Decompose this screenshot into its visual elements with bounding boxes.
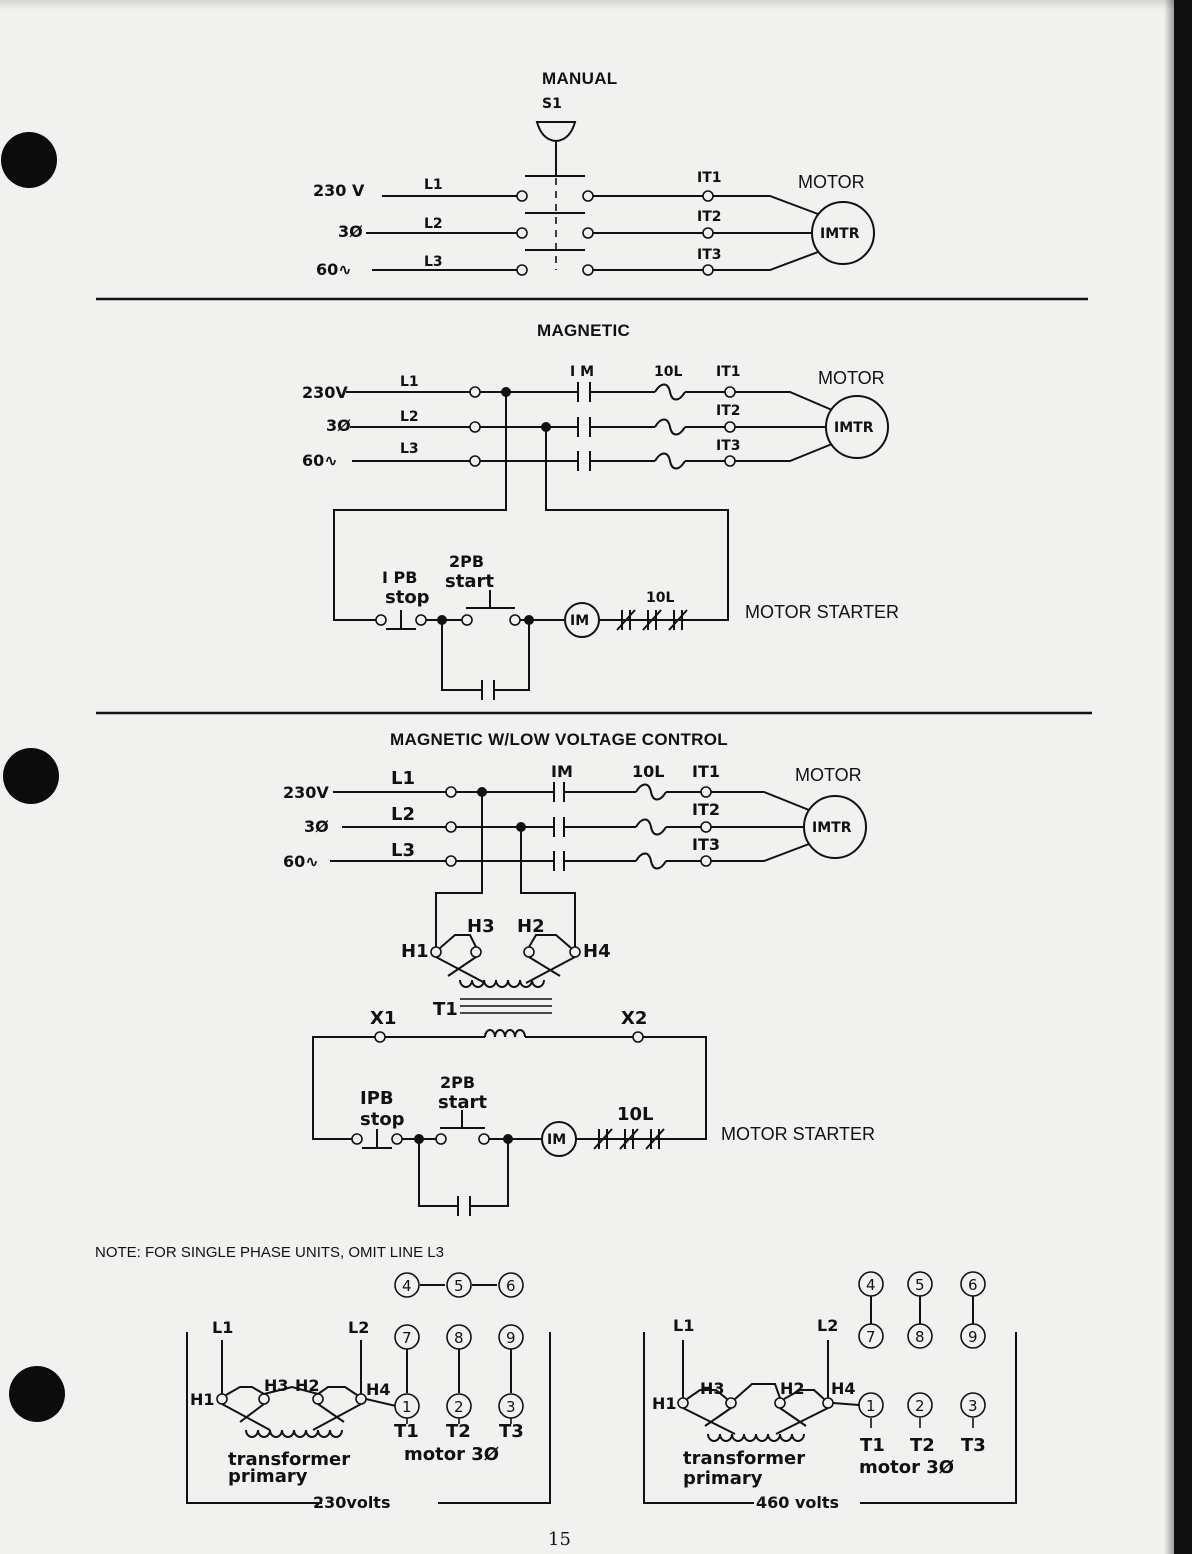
w460-lead-4: 4	[866, 1276, 876, 1294]
w460-motor-lead-t1: T1	[860, 1435, 885, 1456]
lv-terminal-2	[446, 822, 456, 832]
magnetic-stop-terminal-a	[376, 615, 386, 625]
w460-lead-3: 3	[968, 1397, 978, 1415]
low-voltage-heading: MAGNETIC W/LOW VOLTAGE CONTROL	[390, 730, 728, 749]
w230-lead-3: 3	[506, 1398, 516, 1416]
magnetic-supply-frequency: 60∿	[302, 451, 338, 470]
lv-supply-frequency: 60∿	[283, 852, 319, 871]
w460-motor-lead-t2: T2	[910, 1435, 935, 1456]
magnetic-main-contacts	[578, 382, 590, 471]
lv-label-h1: H1	[401, 941, 429, 962]
w230-label-h3: H3	[264, 1376, 289, 1395]
magnetic-start-terminal-a	[462, 615, 472, 625]
w230-transformer-text-2: primary	[228, 1466, 308, 1487]
magnetic-starter-label: MOTOR STARTER	[745, 602, 900, 622]
w230-h4-to-t1-wire	[366, 1399, 396, 1406]
lv-primary-terminal-h3	[471, 947, 481, 957]
magnetic-motor-label: IMTR	[834, 420, 874, 436]
lv-starter-label: MOTOR STARTER	[721, 1124, 876, 1144]
manual-motor-lead-wire-1	[713, 196, 818, 214]
lv-motor-lead-wire-1	[711, 792, 809, 810]
w460-transformer-text-2: primary	[683, 1468, 763, 1489]
w230-label-h4: H4	[366, 1380, 391, 1399]
lv-stop-id: IPB	[360, 1088, 394, 1109]
manual-line-l3: L3	[424, 254, 443, 270]
switch-terminal-in-3	[517, 265, 527, 275]
w460-terminal-h1	[678, 1398, 688, 1408]
magnetic-control-overload-label: 10L	[646, 590, 675, 606]
w460-h3-h2-link	[735, 1384, 780, 1399]
manual-diagram	[313, 69, 874, 279]
magnetic-start-id: 2PB	[449, 552, 485, 571]
magnetic-control-feed-l2	[546, 427, 728, 620]
magnetic-start-label: start	[445, 571, 494, 592]
manual-supply-voltage: 230 V	[313, 181, 365, 200]
manual-lead-it2: IT2	[697, 209, 722, 225]
w230-terminal-h2	[313, 1394, 323, 1404]
lv-motor-label: IMTR	[812, 820, 852, 836]
switch-terminal-out-3	[583, 265, 593, 275]
w230-voltage-label: 230volts	[313, 1493, 391, 1512]
lv-start-id: 2PB	[440, 1073, 476, 1092]
lv-motor-terminal-2	[701, 822, 711, 832]
magnetic-line-l3: L3	[400, 441, 419, 457]
lv-contactor-label: IM	[551, 762, 573, 781]
magnetic-diagram	[302, 321, 899, 700]
lv-motor-lead-wire-3	[711, 844, 809, 861]
magnetic-terminal-1	[470, 387, 480, 397]
lv-start-label: start	[438, 1092, 487, 1113]
lv-overload-heaters	[636, 785, 666, 869]
lv-motor-terminal-3	[701, 856, 711, 866]
magnetic-stop-terminal-b	[416, 615, 426, 625]
lv-motor-terminal-1	[701, 787, 711, 797]
w460-winding-icon	[708, 1434, 804, 1441]
w230-terminal-h1	[217, 1394, 227, 1404]
magnetic-motor-heading: MOTOR	[818, 368, 885, 388]
lv-primary-terminal-h1	[431, 947, 441, 957]
manual-motor-terminal-1	[703, 191, 713, 201]
w230-lead-2: 2	[454, 1398, 464, 1416]
wiring-460-diagram	[644, 1272, 1016, 1512]
w460-lead-9: 9	[968, 1328, 978, 1346]
magnetic-motor-terminal-3	[725, 456, 735, 466]
magnetic-seal-wire-a	[442, 620, 482, 690]
w230-h2-h4-link	[318, 1387, 357, 1395]
magnetic-supply-voltage: 230V	[302, 383, 348, 402]
lv-primary-cross-leads	[436, 957, 575, 983]
w230-motor-lead-t1: T1	[394, 1421, 419, 1442]
w230-winding-icon	[246, 1430, 342, 1437]
lv-primary-terminal-h4	[570, 947, 580, 957]
lv-main-contacts	[554, 782, 564, 871]
w460-terminal-h4	[823, 1398, 833, 1408]
w460-label-h2: H2	[780, 1379, 805, 1398]
magnetic-coil-label: IM	[570, 613, 590, 629]
w230-motor-text: motor 3Ø	[404, 1444, 500, 1465]
magnetic-line-l1: L1	[400, 374, 419, 390]
w230-label-h1: H1	[190, 1390, 215, 1409]
magnetic-terminal-2	[470, 422, 480, 432]
switch-terminal-out-1	[583, 191, 593, 201]
magnetic-motor-terminal-1	[725, 387, 735, 397]
lv-coil-label: IM	[547, 1132, 567, 1148]
lv-label-x2: X2	[621, 1008, 648, 1029]
magnetic-terminal-3	[470, 456, 480, 466]
w460-line-l2: L2	[817, 1316, 839, 1335]
manual-motor-lead-wire-3	[713, 252, 818, 270]
magnetic-lead-it1: IT1	[716, 364, 741, 380]
magnetic-motor-lead-wire-1	[735, 392, 832, 410]
magnetic-overload-heaters	[655, 385, 685, 469]
magnetic-line-l2: L2	[400, 409, 419, 425]
w230-lead-7: 7	[402, 1329, 412, 1347]
manual-motor-label: IMTR	[820, 226, 860, 242]
w230-motor-lead-t2: T2	[446, 1421, 471, 1442]
lv-secondary-terminal-x1	[375, 1032, 385, 1042]
lv-start-terminal-b	[479, 1134, 489, 1144]
lv-label-h4: H4	[583, 941, 611, 962]
w230-terminal-h4	[356, 1394, 366, 1404]
page-number: 15	[548, 1529, 571, 1550]
w230-lead-6: 6	[506, 1277, 516, 1295]
w460-motor-lead-t3: T3	[961, 1435, 986, 1456]
lv-line-l1: L1	[391, 768, 415, 789]
lv-lead-it1: IT1	[692, 762, 720, 781]
magnetic-motor-lead-wire-3	[735, 444, 832, 461]
w230-h1-h3-link	[226, 1387, 264, 1395]
lv-start-terminal-a	[436, 1134, 446, 1144]
w460-transformer-text-1: transformer	[683, 1448, 806, 1469]
w460-motor-text: motor 3Ø	[859, 1457, 955, 1478]
w460-lead-5: 5	[915, 1276, 925, 1294]
w460-voltage-label: 460 volts	[756, 1493, 840, 1512]
wiring-230-diagram	[187, 1273, 550, 1512]
w460-lead-1: 1	[866, 1397, 876, 1415]
manual-motor-terminal-2	[703, 228, 713, 238]
lv-terminal-1	[446, 787, 456, 797]
w460-terminal-h3	[726, 1398, 736, 1408]
lv-label-h3: H3	[467, 916, 495, 937]
low-voltage-diagram	[283, 730, 875, 1216]
w460-label-h3: H3	[700, 1379, 725, 1398]
lv-secondary-terminal-x2	[633, 1032, 643, 1042]
magnetic-stop-id: I PB	[382, 568, 418, 587]
w460-terminal-h2	[775, 1398, 785, 1408]
lv-primary-terminal-h2	[524, 947, 534, 957]
magnetic-motor-terminal-2	[725, 422, 735, 432]
w460-h4-to-t1-wire	[833, 1403, 859, 1405]
lv-stop-label: stop	[360, 1109, 405, 1130]
manual-motor-terminal-3	[703, 265, 713, 275]
w460-lead-6: 6	[968, 1276, 978, 1294]
w460-lead-8: 8	[915, 1328, 925, 1346]
magnetic-lead-it3: IT3	[716, 438, 741, 454]
magnetic-overload-label: 10L	[654, 364, 683, 380]
w460-cross-leads	[683, 1408, 828, 1434]
lv-label-x1: X1	[370, 1008, 397, 1029]
w230-motor-lead-t3: T3	[499, 1421, 524, 1442]
manual-lead-it3: IT3	[697, 247, 722, 263]
switch-terminal-out-2	[583, 228, 593, 238]
w460-label-h1: H1	[652, 1394, 677, 1413]
switch-terminal-in-1	[517, 191, 527, 201]
manual-heading: MANUAL	[542, 69, 618, 88]
w230-lead-9: 9	[506, 1329, 516, 1347]
lv-stop-terminal-a	[352, 1134, 362, 1144]
w230-line-l2: L2	[348, 1318, 370, 1337]
lv-label-h2: H2	[517, 916, 545, 937]
lv-terminal-3	[446, 856, 456, 866]
magnetic-start-terminal-b	[510, 615, 520, 625]
w230-line-l1: L1	[212, 1318, 234, 1337]
w230-lead-4: 4	[402, 1277, 412, 1295]
w230-terminal-h3	[259, 1394, 269, 1404]
lv-line-l3: L3	[391, 840, 415, 861]
magnetic-heading: MAGNETIC	[537, 321, 631, 340]
w230-cross-leads	[222, 1404, 361, 1430]
w460-label-h4: H4	[831, 1379, 856, 1398]
w230-label-h2: H2	[295, 1376, 320, 1395]
manual-supply-frequency: 60∿	[316, 260, 352, 279]
lv-motor-heading: MOTOR	[795, 765, 862, 785]
w460-lead-2: 2	[915, 1397, 925, 1415]
lv-line-l2: L2	[391, 804, 415, 825]
lv-stop-terminal-b	[392, 1134, 402, 1144]
switch-terminal-in-2	[517, 228, 527, 238]
magnetic-lead-it2: IT2	[716, 403, 741, 419]
manual-lead-it1: IT1	[697, 170, 722, 186]
pushbutton-cap-icon	[537, 122, 575, 141]
lv-supply-phase: 3Ø	[304, 817, 329, 836]
w230-transformer-text-1: transformer	[228, 1449, 351, 1470]
magnetic-contactor-label: I M	[570, 364, 595, 380]
lv-overload-label: 10L	[632, 762, 665, 781]
lv-secondary-winding-icon	[485, 1030, 525, 1037]
manual-supply-phase: 3Ø	[338, 222, 363, 241]
w230-lead-8: 8	[454, 1329, 464, 1347]
w460-line-l1: L1	[673, 1316, 695, 1335]
lv-lead-it2: IT2	[692, 800, 720, 819]
manual-line-l2: L2	[424, 216, 443, 232]
lv-supply-voltage: 230V	[283, 783, 329, 802]
lv-primary-winding-icon	[460, 980, 544, 987]
switch-label: S1	[542, 96, 562, 112]
w230-lead-5: 5	[454, 1277, 464, 1295]
lv-seal-wire-a	[419, 1139, 458, 1206]
manual-line-l1: L1	[424, 177, 443, 193]
manual-motor-heading: MOTOR	[798, 172, 865, 192]
lv-seal-wire-b	[470, 1139, 508, 1206]
w230-lead-1: 1	[402, 1398, 412, 1416]
lv-control-overload-label: 10L	[617, 1104, 654, 1125]
w460-lead-7: 7	[866, 1328, 876, 1346]
single-phase-note: NOTE: FOR SINGLE PHASE UNITS, OMIT LINE L3	[95, 1244, 444, 1261]
lv-transformer-label: T1	[433, 999, 458, 1020]
lv-lead-it3: IT3	[692, 835, 720, 854]
magnetic-seal-wire-b	[494, 620, 529, 690]
magnetic-supply-phase: 3Ø	[326, 416, 351, 435]
magnetic-stop-label: stop	[385, 587, 430, 608]
